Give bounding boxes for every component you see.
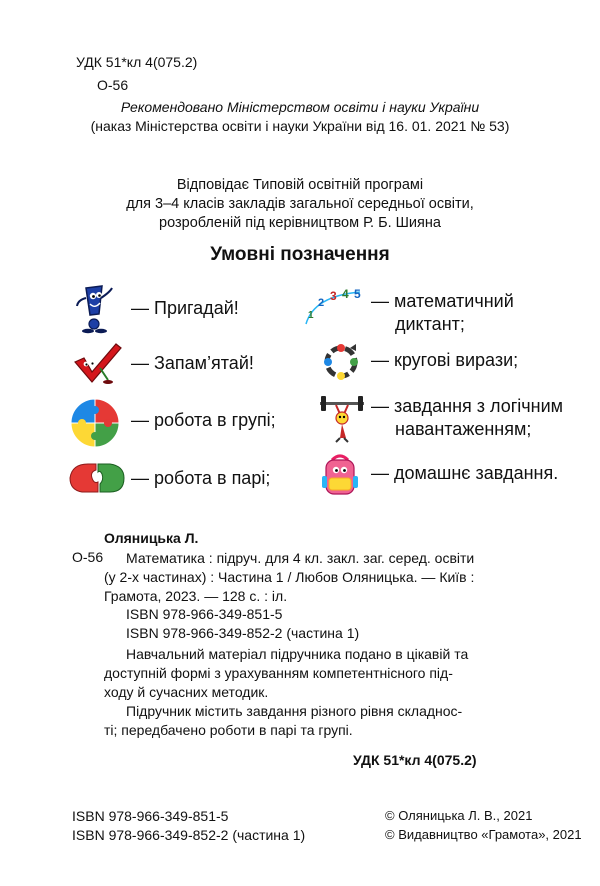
dictation-digit: 3 xyxy=(330,289,337,303)
footer-isbn-1: ISBN 978-966-349-851-5 xyxy=(72,808,229,824)
legend-logic-label-1: — завдання з логічним xyxy=(371,396,564,416)
catalog-abstract-line: доступній формі з урахуванням компетентнісного під- xyxy=(104,665,453,681)
catalog-abstract-line: Навчальний матеріал підручника подано в цікавій та xyxy=(126,646,469,662)
recommended-line: Рекомендовано Міністерством освіти і науки України xyxy=(120,99,480,115)
catalog-abstract-line: ходу й сучасних методик. xyxy=(104,684,269,700)
legend-dictation-label-2: диктант; xyxy=(395,314,465,334)
catalog-abstract-line: ті; передбачено роботи в парі та групі. xyxy=(104,722,353,738)
legend-logic-label-2: навантаженням; xyxy=(395,419,532,439)
dictation-digit: 4 xyxy=(342,287,349,301)
dictation-digit: 2 xyxy=(318,297,325,309)
program-line-3: розробленій під керівництвом Р. Б. Шияна xyxy=(159,215,441,231)
legend-pair-work-label: — робота в парі; xyxy=(131,468,271,488)
legend-group-work-label: — робота в групі; xyxy=(131,410,276,430)
footer-copyright-author: © Оляницька Л. В., 2021 xyxy=(385,808,533,823)
catalog-index: О-56 xyxy=(72,549,104,565)
dictation-digit: 5 xyxy=(354,287,361,301)
legend-homework-label: — домашнє завдання. xyxy=(371,463,559,483)
catalog-title-line: Математика : підруч. для 4 кл. закл. заг. серед. освіти xyxy=(126,550,475,566)
backpack-icon xyxy=(318,452,362,498)
legend-dictation-label-1: — математичний xyxy=(371,291,514,311)
puzzle-group-icon xyxy=(68,396,122,450)
exclamation-mascot-icon xyxy=(72,284,120,334)
legend-remember-label: — Пригадай! xyxy=(131,298,239,318)
catalog-author: Оляницька Л. xyxy=(104,530,199,546)
circular-expressions-icon xyxy=(318,340,364,384)
udk-top: УДК 51*кл 4(075.2) xyxy=(76,54,198,70)
catalog-isbn-line: ISBN 978-966-349-851-5 xyxy=(126,606,283,622)
checkmark-mascot-icon xyxy=(72,340,124,386)
catalog-isbn-line: ISBN 978-966-349-852-2 (частина 1) xyxy=(126,625,360,641)
index-top: О-56 xyxy=(97,77,129,93)
puzzle-pair-icon xyxy=(68,458,126,498)
legend-circular-label: — кругові вирази; xyxy=(371,350,519,370)
program-line-1: Відповідає Типовій освітній програмі xyxy=(176,177,424,193)
footer-isbn-2: ISBN 978-966-349-852-2 (частина 1) xyxy=(72,827,306,843)
legend-title: Умовні позначення xyxy=(210,244,390,265)
footer-copyright-publisher: © Видавництво «Грамота», 2021 xyxy=(385,827,582,842)
program-line-2: для 3–4 класів закладів загальної середньої освіти, xyxy=(126,196,474,212)
order-line: (наказ Міністерства освіти і науки України від 16. 01. 2021 № 53) xyxy=(90,118,510,134)
number-dictation-icon xyxy=(300,284,366,326)
weightlifter-icon xyxy=(318,394,366,444)
catalog-abstract-line: Підручник містить завдання різного рівня складнос- xyxy=(126,703,463,719)
dictation-digit: 1 xyxy=(308,310,314,321)
catalog-title-line: Грамота, 2023. — 128 с. : іл. xyxy=(104,588,288,604)
legend-memorize-label: — Запам’ятай! xyxy=(131,353,254,373)
catalog-title-line: (у 2-х частинах) : Частина 1 / Любов Оляницька. — Київ : xyxy=(104,569,475,585)
udk-bottom: УДК 51*кл 4(075.2) xyxy=(353,752,477,768)
